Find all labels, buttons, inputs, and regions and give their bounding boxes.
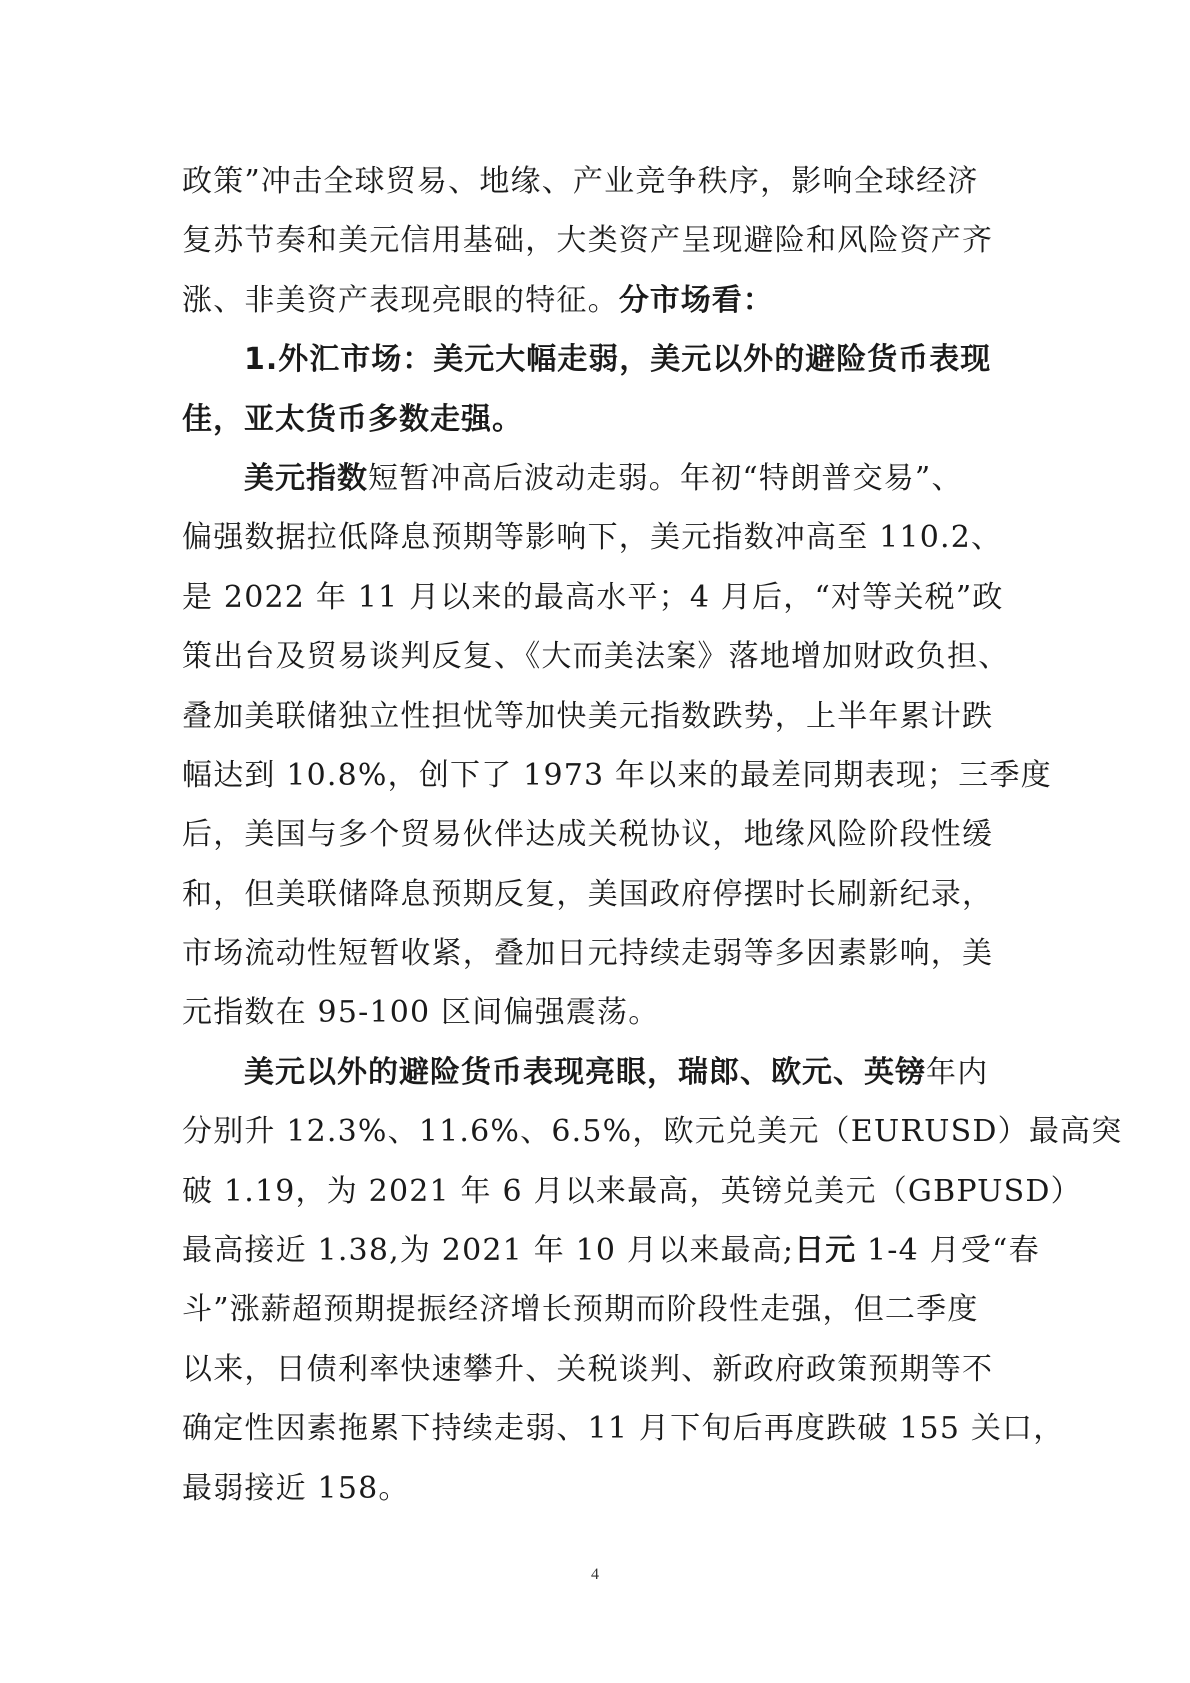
text-line xyxy=(182,983,1012,1042)
text-line xyxy=(182,746,1052,805)
text-segment: 1-4 月受“春 xyxy=(856,1233,1040,1269)
bold-text-segment: 日元 xyxy=(794,1233,857,1269)
text-segment: 策出台及贸易谈判反复、《大而美法案》落地增加财政负担、 xyxy=(182,639,1010,675)
text-segment: 斗”涨薪超预期提振经济增长预期而阶段性走强，但二季度 xyxy=(182,1292,979,1328)
text-segment: 短暂冲高后波动走弱。年初“特朗普交易”、 xyxy=(368,460,963,496)
text-line xyxy=(182,508,1012,567)
text-segment: 市场流动性短暂收紧，叠加日元持续走弱等多因素影响，美 xyxy=(182,936,994,972)
text-segment: 复苏节奏和美元信用基础，大类资产呈现避险和风险资产齐 xyxy=(182,223,994,259)
text-line xyxy=(182,687,1012,746)
text-segment: 后，美国与多个贸易伙伴达成关税协议，地缘风险阶段性缓 xyxy=(182,817,994,853)
bold-text-segment: 美元以外的避险货币表现亮眼，瑞郎、欧元、英镑 xyxy=(244,1054,926,1090)
text-segment: 政策”冲击全球贸易、地缘、产业竞争秩序，影响全球经济 xyxy=(182,164,979,199)
text-line xyxy=(182,1162,1082,1221)
text-segment: 幅达到 10.8%，创下了 1973 年以来的最差同期表现；三季度 xyxy=(182,757,1052,793)
text-line xyxy=(182,1340,1012,1399)
bold-text-segment: 美元指数 xyxy=(244,460,368,496)
text-line xyxy=(182,271,1012,330)
page-number: 4 xyxy=(591,1566,599,1583)
bold-text-segment: 佳，亚太货币多数走强。 xyxy=(182,401,523,437)
text-segment: 和，但美联储降息预期反复，美国政府停摆时长刷新纪录， xyxy=(182,876,994,912)
text-segment: 是 2022 年 11 月以来的最高水平；4 月后，“对等关税”政 xyxy=(182,579,1004,615)
text-line xyxy=(182,1280,1012,1339)
text-line xyxy=(182,1221,1040,1280)
text-segment: 最高接近 1.38,为 2021 年 10 月以来最高; xyxy=(182,1233,795,1269)
text-line xyxy=(182,568,1012,627)
text-segment: 最弱接近 158。 xyxy=(182,1470,410,1506)
bold-text-segment: 分市场看： xyxy=(618,282,774,318)
text-line xyxy=(182,449,1012,508)
text-line xyxy=(182,924,1012,983)
bold-text-segment: 1.外汇市场：美元大幅走弱，美元以外的避险货币表现 xyxy=(244,342,992,378)
text-line xyxy=(182,1043,1012,1102)
text-line xyxy=(182,330,1012,389)
text-segment: 破 1.19，为 2021 年 6 月以来最高，英镑兑美元（GBPUSD） xyxy=(182,1173,1082,1209)
text-line xyxy=(182,627,1012,686)
text-line xyxy=(182,805,1012,864)
text-line xyxy=(182,152,1012,211)
text-segment: 涨、非美资产表现亮眼的特征。 xyxy=(182,282,619,318)
text-segment: 分别升 12.3%、11.6%、6.5%，欧元兑美元（EURUSD）最高突 xyxy=(182,1114,1123,1150)
text-segment: 以来，日债利率快速攀升、关税谈判、新政府政策预期等不 xyxy=(182,1351,994,1387)
text-segment: 年内 xyxy=(926,1054,989,1090)
text-segment: 确定性因素拖累下持续走弱、11 月下旬后再度跌破 155 关口， xyxy=(182,1411,1065,1447)
text-line xyxy=(182,1399,1065,1458)
text-line xyxy=(182,1102,1123,1161)
text-line xyxy=(182,211,1012,270)
text-line xyxy=(182,1459,1012,1518)
text-segment: 叠加美联储独立性担忧等加快美元指数跌势，上半年累计跌 xyxy=(182,698,994,734)
text-segment: 元指数在 95-100 区间偏强震荡。 xyxy=(182,995,660,1031)
text-segment: 偏强数据拉低降息预期等影响下，美元指数冲高至 110.2、 xyxy=(182,520,1003,556)
text-line xyxy=(182,865,1012,924)
document-body xyxy=(182,152,1123,1518)
text-line xyxy=(182,390,1012,449)
